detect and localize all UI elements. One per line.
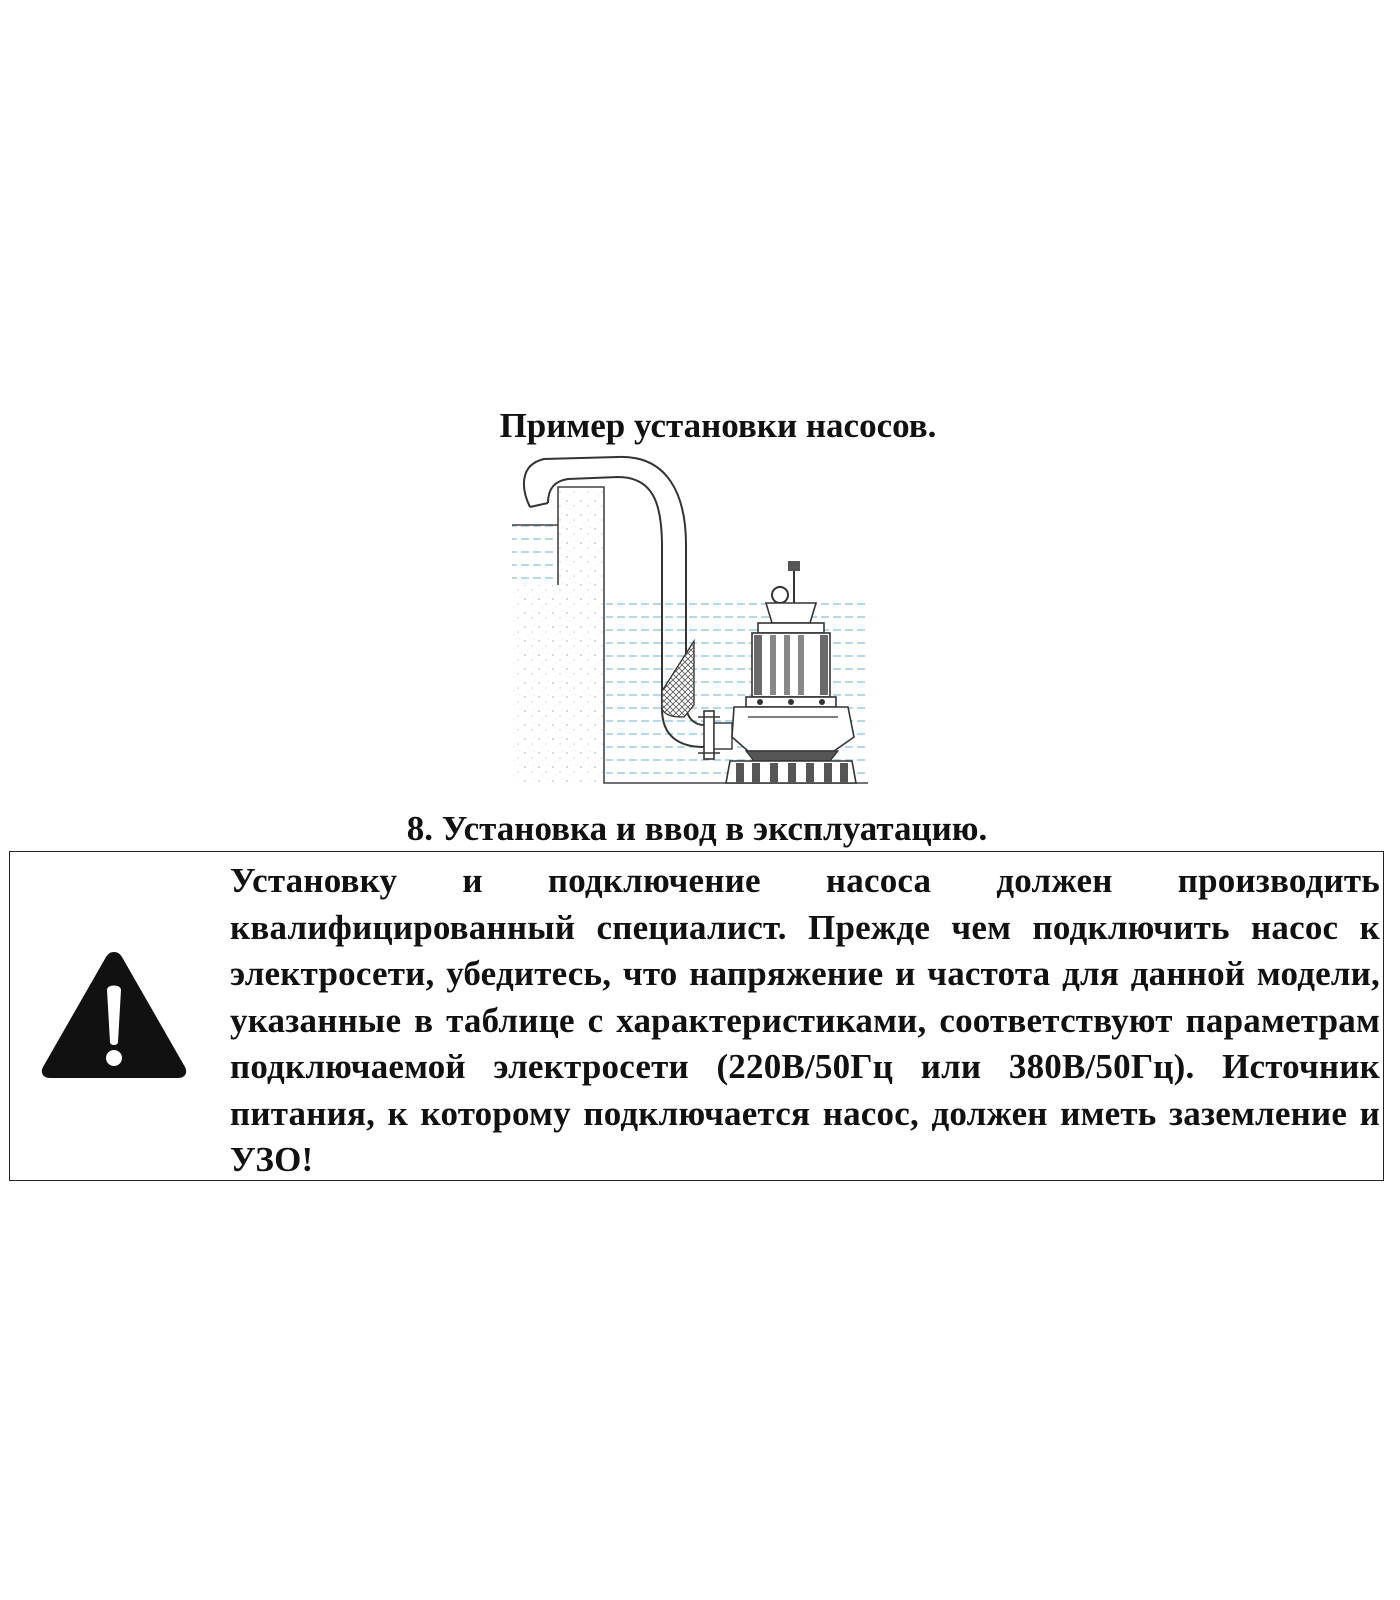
warning-text: Установку и подключение насоса должен производить квалифицированный специалист. Прежде чем подключить насос к электросети, убедитесь, что напряжение и частота для данной модели, указанные в таблице с характеристиками, соответствуют параметрам подключаемой электросети (220В/50Гц или 380В/50Гц). Источник питания, к которому подключается насос, должен иметь заземление и УЗО! [230,861,1380,1179]
warning-triangle-icon [38,946,190,1082]
upper-water [512,525,558,585]
pump-installation-illustration [508,455,880,807]
figure-title: Пример установки насосов. [499,406,937,445]
warning-box [9,851,1384,1181]
section-title: 8. Установка и ввод в эксплуатацию. [406,809,988,848]
pipe-flange [704,711,714,759]
